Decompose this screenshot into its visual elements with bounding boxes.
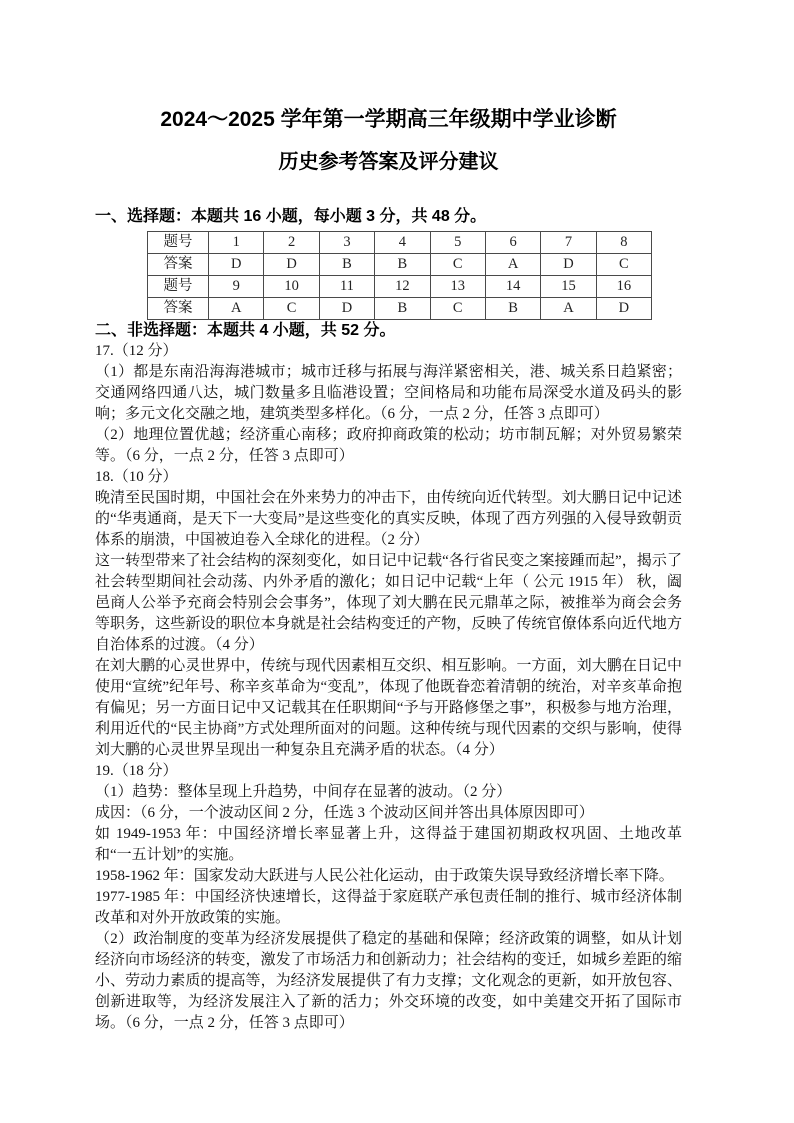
answer-cell: A <box>209 298 264 320</box>
answer-cell: C <box>430 298 485 320</box>
table-row <box>148 254 652 276</box>
answer-cell: D <box>264 254 319 276</box>
section-2-heading: 二、非选择题：本题共 4 小题，共 52 分。 <box>95 322 396 339</box>
question-number-cell: 12 <box>375 276 430 298</box>
question-number-cell: 11 <box>319 276 374 298</box>
question-17-heading: 17.（12 分） <box>95 343 178 359</box>
answer-cell: B <box>485 298 540 320</box>
answer-cell: D <box>541 254 596 276</box>
page-subtitle: 历史参考答案及评分建议 <box>278 151 499 173</box>
answer-cell: C <box>430 254 485 276</box>
answer-paragraph: 1977-1985 年：中国经济快速增长，这得益于家庭联产承包责任制的推行、城市经济体制改革和对外开放政策的实施。 <box>95 889 682 926</box>
question-number-cell: 5 <box>430 232 485 254</box>
question-number-cell: 8 <box>596 232 651 254</box>
answer-paragraph: （2）地理位置优越；经济重心南移；政府抑商政策的松动；坊市制瓦解；对外贸易繁荣等。（6 分，一点 2 分，任答 3 点即可） <box>95 427 682 464</box>
answer-cell: C <box>596 254 651 276</box>
answer-paragraph: 在刘大鹏的心灵世界中，传统与现代因素相互交织、相互影响。一方面，刘大鹏在日记中使用“宣统”纪年号、称辛亥革命为“变乱”，体现了他既眷恋着清朝的统治，对辛亥革命抱有偏见；另一方面日记中又记载其在任职期间“予与开路修堡之事”，积极参与地方治理，利用近代的“民主协商”方式处理所面对的问题。这种传统与现代因素的交织与影响，使得刘大鹏的心灵世界呈现出一种复杂且充满矛盾的状态。（4 分） <box>95 658 682 758</box>
row-label-cell: 题号 <box>148 232 209 254</box>
answer-paragraph: 成因：（6 分，一个波动区间 2 分，任选 3 个波动区间并答出具体原因即可） <box>95 805 594 821</box>
question-number-cell: 2 <box>264 232 319 254</box>
answer-cell: B <box>375 254 430 276</box>
answer-paragraph: 1958-1962 年：国家发动大跃进与人民公社化运动，由于政策失误导致经济增长率下降。 <box>95 868 674 884</box>
table-row <box>148 276 652 298</box>
table-row <box>148 232 652 254</box>
answer-paragraph: （1）趋势：整体呈现上升趋势，中间存在显著的波动。（2 分） <box>95 784 512 800</box>
answer-paragraph: （2）政治制度的变革为经济发展提供了稳定的基础和保障；经济政策的调整，如从计划经济向市场经济的转变，激发了市场活力和创新动力；社会结构的变迁，如城乡差距的缩小、劳动力素质的提高等，为经济发展提供了有力支撑；文化观念的更新，如开放包容、创新进取等，为经济发展注入了新的活力；外交环境的改变，如中美建交开拓了国际市场。（6 分，一点 2 分，任答 3 点即可） <box>95 931 682 1031</box>
answer-paragraph: （1）都是东南沿海海港城市；城市迁移与拓展与海洋紧密相关，港、城关系日趋紧密；交通网络四通八达，城门数量多且临港设置；空间格局和功能布局深受水道及码头的影响；多元文化交融之地，建筑类型多样化。（6 分，一点 2 分，任答 3 点即可） <box>95 364 682 422</box>
question-number-cell: 6 <box>485 232 540 254</box>
question-number-cell: 13 <box>430 276 485 298</box>
section-1-heading: 一、选择题：本题共 16 小题，每小题 3 分，共 48 分。 <box>95 208 487 225</box>
question-number-cell: 4 <box>375 232 430 254</box>
question-number-cell: 1 <box>209 232 264 254</box>
question-number-cell: 3 <box>319 232 374 254</box>
page-title: 2024～2025 学年第一学期高三年级期中学业诊断 <box>160 108 617 131</box>
answer-cell: A <box>541 298 596 320</box>
question-number-cell: 14 <box>485 276 540 298</box>
question-18-heading: 18.（10 分） <box>95 469 178 485</box>
row-label-cell: 题号 <box>148 276 209 298</box>
answer-cell: B <box>375 298 430 320</box>
row-label-cell: 答案 <box>148 254 209 276</box>
answer-paragraph: 晚清至民国时期，中国社会在外来势力的冲击下，由传统向近代转型。刘大鹏日记中记述的“华夷通商，是天下一大变局”是这些变化的真实反映，体现了西方列强的入侵导致朝贡体系的崩溃，中国被迫卷入全球化的进程。（2 分） <box>95 490 682 548</box>
question-number-cell: 7 <box>541 232 596 254</box>
answer-cell: D <box>209 254 264 276</box>
question-number-cell: 16 <box>596 276 651 298</box>
answer-cell: C <box>264 298 319 320</box>
answer-cell: D <box>596 298 651 320</box>
question-19-heading: 19.（18 分） <box>95 763 178 779</box>
answer-paragraph: 如 1949-1953 年：中国经济增长率显著上升，这得益于建国初期政权巩固、土地改革和“一五计划”的实施。 <box>95 826 682 863</box>
answer-cell: A <box>485 254 540 276</box>
answer-cell: D <box>319 298 374 320</box>
question-number-cell: 10 <box>264 276 319 298</box>
answer-paragraph: 这一转型带来了社会结构的深刻变化，如日记中记载“各行省民变之案接踵而起”，揭示了社会转型期间社会动荡、内外矛盾的激化；如日记中记载“上年（ 公元 1915 年） 秋，阖邑商人公举予充商会特别会会事务”，体现了刘大鹏在民元鼎革之际，被推举为商会会务等职务，这些新设的职位本身就是社会结构变迁的产物，反映了传统官僚体系向近代地方自治体系的过渡。（4 分） <box>95 553 682 653</box>
answer-cell: B <box>319 254 374 276</box>
row-label-cell: 答案 <box>148 298 209 320</box>
question-number-cell: 9 <box>209 276 264 298</box>
question-number-cell: 15 <box>541 276 596 298</box>
answer-table <box>147 231 652 320</box>
table-row <box>148 298 652 320</box>
